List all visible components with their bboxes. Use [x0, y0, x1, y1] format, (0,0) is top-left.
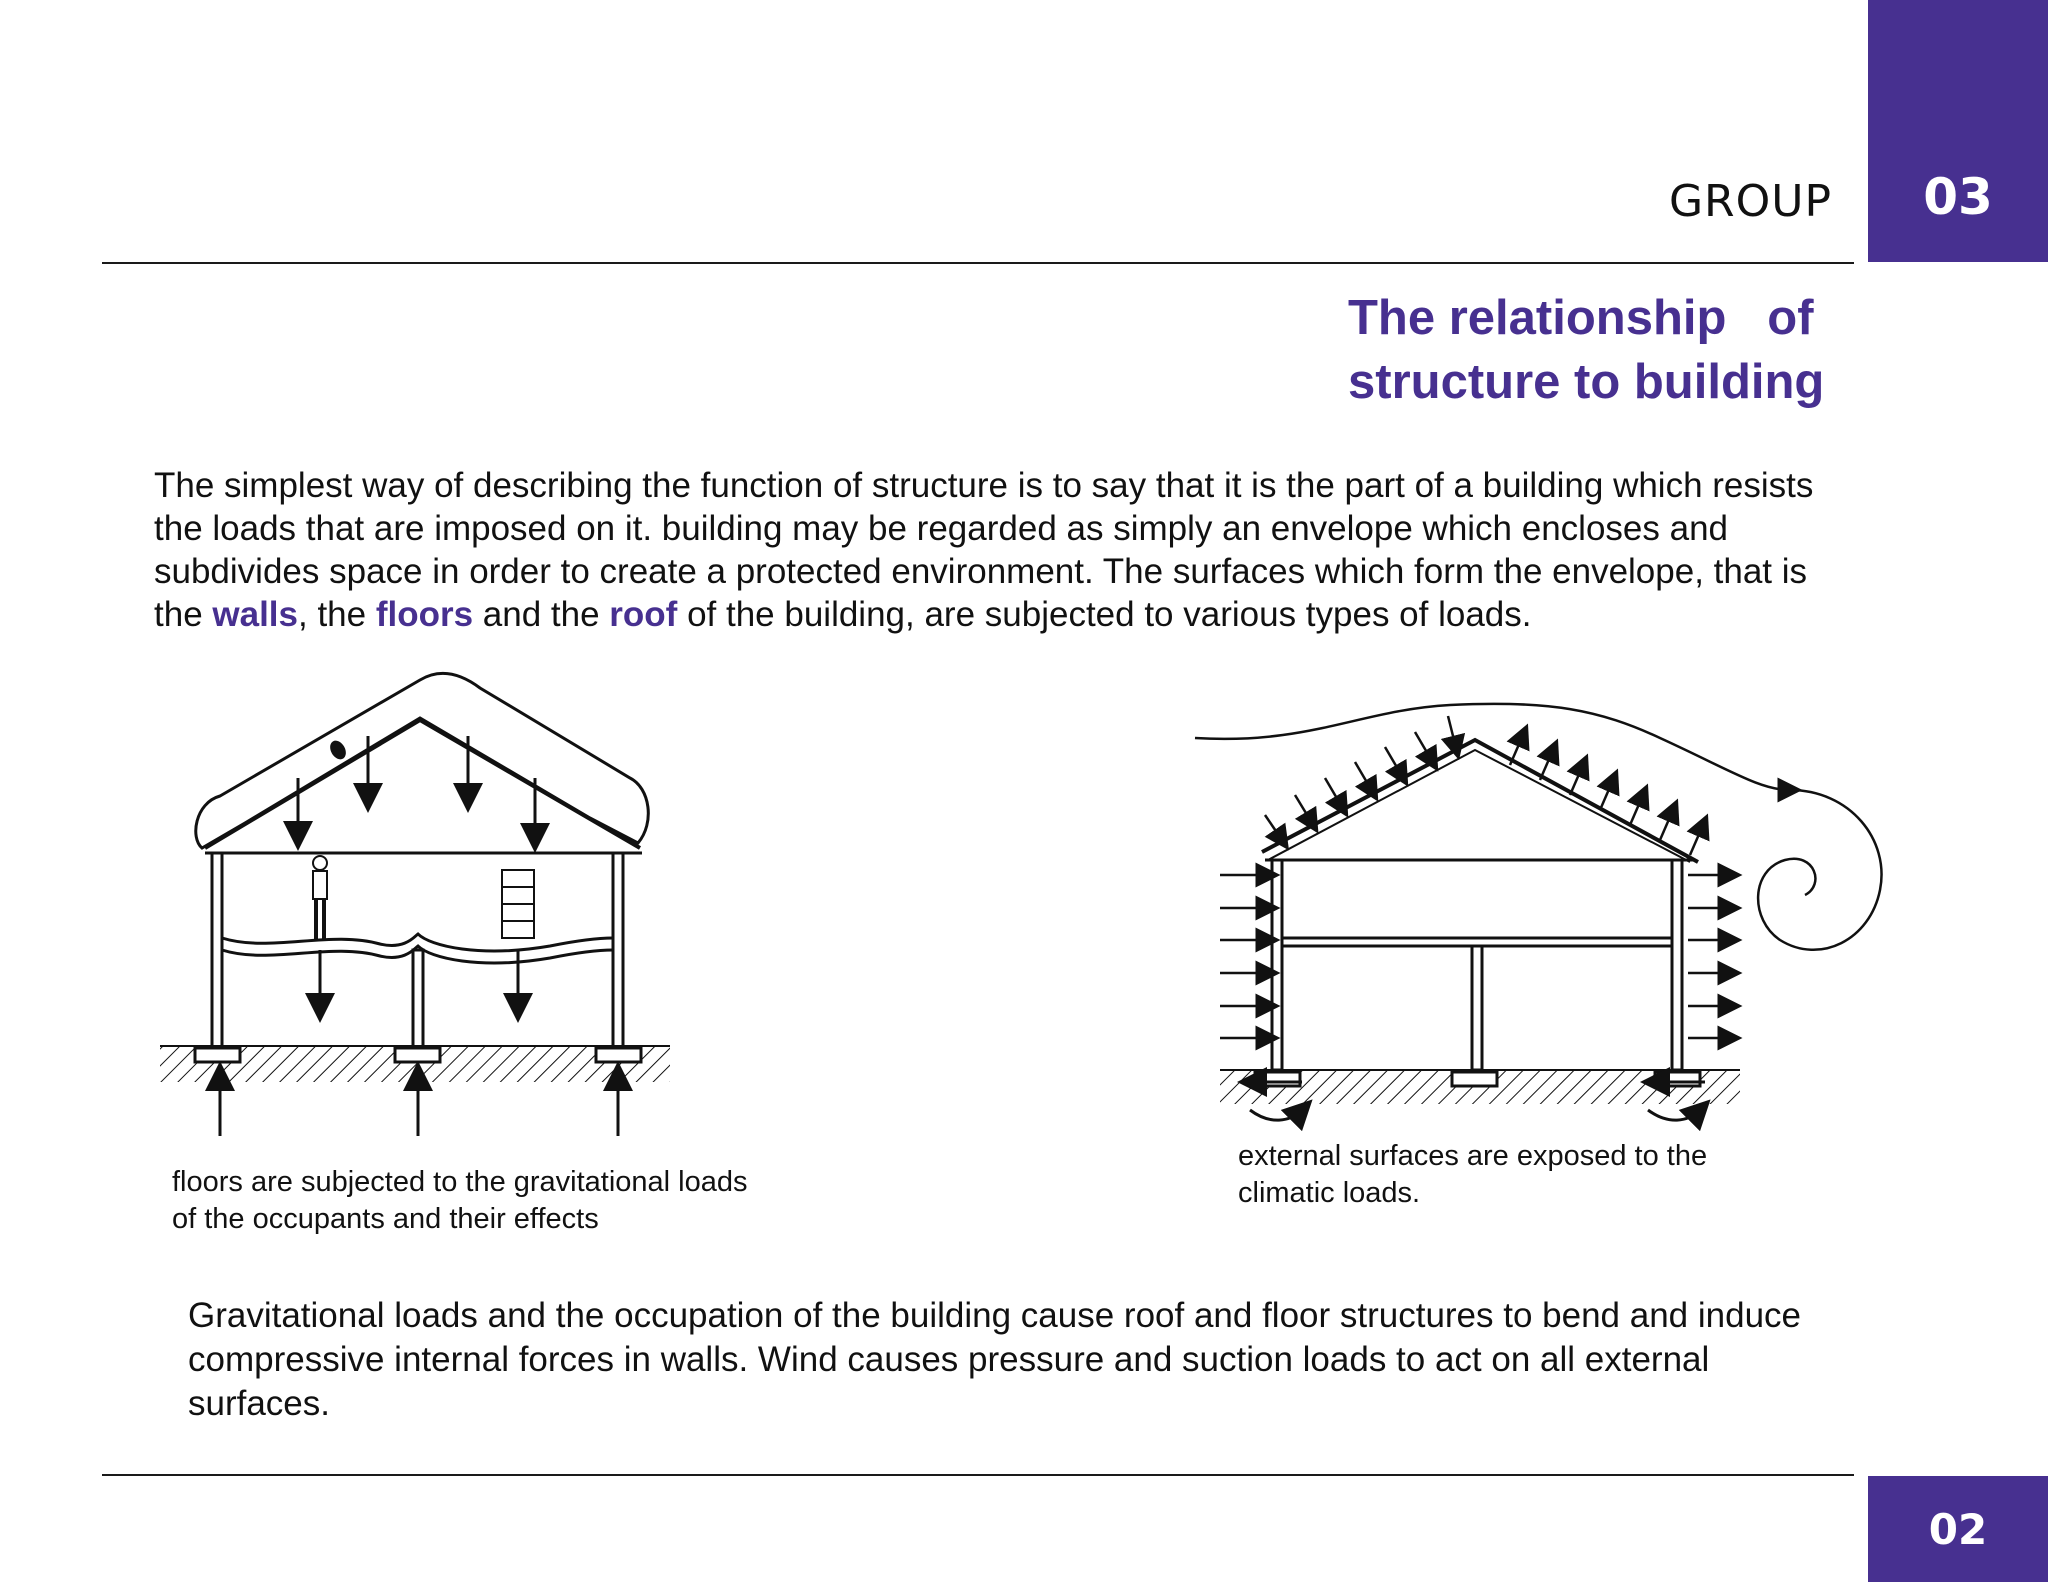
group-label: GROUP	[1668, 176, 1832, 227]
right-caption-line-2: climatic loads.	[1238, 1177, 1421, 1209]
header-divider	[102, 262, 1854, 264]
middle-column	[413, 950, 423, 1048]
left-caption-line-2: of the occupants and their effects	[172, 1203, 599, 1235]
page-title-line-2: structure to building	[1348, 355, 1825, 409]
right-wall	[1672, 860, 1682, 1070]
highlight-floors: floors	[375, 595, 474, 634]
group-number-badge: 03	[1868, 0, 2048, 262]
wind-vortex	[1758, 790, 1881, 950]
roof	[1262, 740, 1698, 862]
right-caption-line-1: external surfaces are exposed to the	[1238, 1140, 1708, 1172]
intro-text-2: , the	[298, 595, 376, 634]
page-title-line-1: The relationship of	[1348, 291, 1814, 345]
right-figure-caption	[1238, 1138, 1838, 1212]
left-caption-line-1: floors are subjected to the gravitational loads	[172, 1166, 748, 1198]
intro-text-1: The simplest way of describing the function of structure is to say that it is the part of a building which resists the loads that are imposed on it. building may be regarded as simply an envelope which encloses and subdivides space in order to create a protected environment. The surfaces which form the envelope, that is the	[154, 466, 1814, 634]
left-wall	[212, 853, 222, 1048]
wind-streamline	[1195, 704, 1790, 790]
highlight-roof: roof	[609, 595, 678, 634]
highlight-walls: walls	[212, 595, 298, 634]
intro-text-4: of the building, are subjected to various types of loads.	[677, 595, 1532, 634]
page-title	[1348, 286, 1908, 414]
conclusion-paragraph: Gravitational loads and the occupation of the building cause roof and floor structures to bend and induce compressive internal forces in walls. Wind causes pressure and suction loads to act on all external surfaces.	[188, 1296, 1802, 1423]
gravitational-loads-diagram	[150, 668, 690, 1148]
left-figure-caption	[172, 1164, 872, 1238]
climatic-loads-diagram	[1190, 690, 1900, 1150]
intro-paragraph	[154, 464, 1854, 636]
snow-roof	[196, 673, 649, 848]
footer-divider	[102, 1474, 1854, 1476]
right-wall	[613, 853, 623, 1048]
left-wall	[1272, 860, 1282, 1070]
middle-column	[1472, 946, 1482, 1070]
page-number-badge: 02	[1868, 1476, 2048, 1582]
intro-text-3: and the	[473, 595, 610, 634]
bending-floor	[222, 934, 613, 951]
